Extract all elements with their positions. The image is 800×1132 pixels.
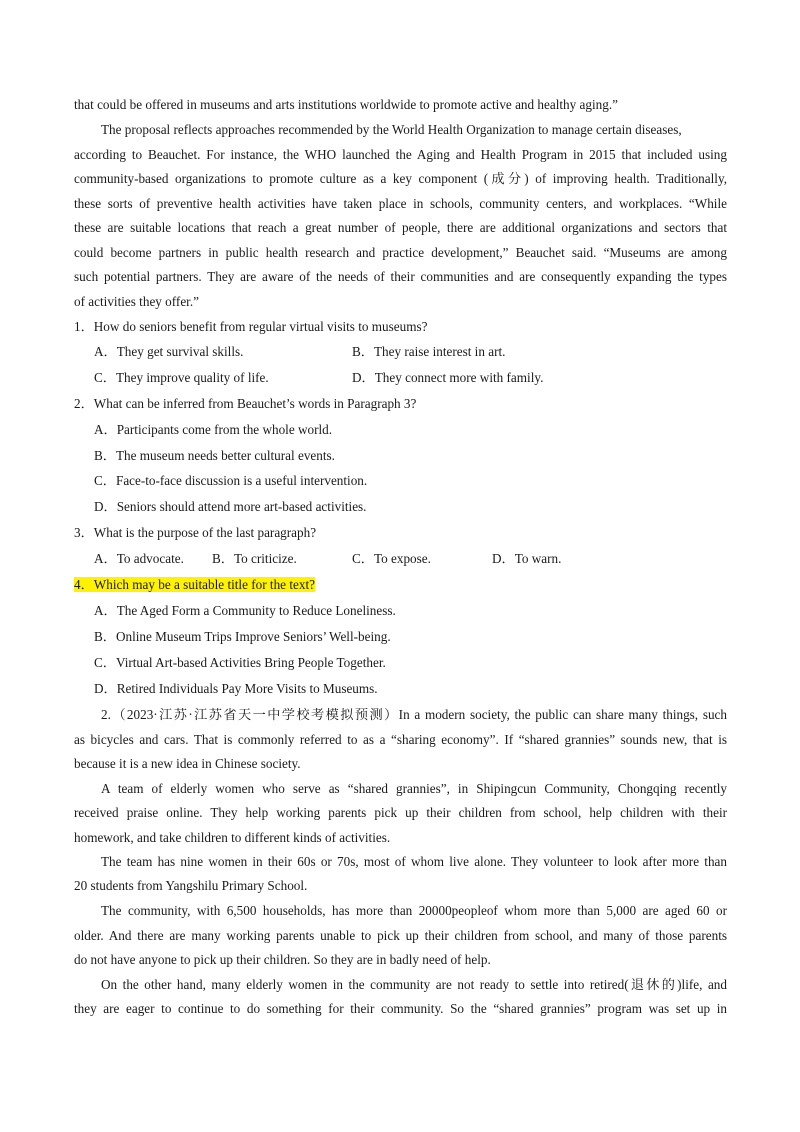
text-line: On the other hand, many elderly women in the community are not ready to settle into retired(退休的)life, and <box>101 977 727 992</box>
text-line: received praise online. They help working parents pick up their children from school, help children with their <box>74 805 727 820</box>
highlight-mark: 4．Which may be a suitable title for the text? <box>74 577 315 592</box>
option-d: D．Seniors should attend more art-based activities. <box>94 499 367 514</box>
text-line: as bicycles and cars. That is commonly referred to as a “sharing economy”. If “shared grannies” sounds new, that is <box>74 732 727 747</box>
text-line: of activities they offer.” <box>74 294 199 309</box>
text-line: The proposal reflects approaches recommended by the World Health Organization to manage certain diseases, <box>101 122 682 137</box>
text-line: could become partners in public health research and practice development,” Beauchet said. “Museums are among <box>74 245 727 260</box>
text-line: 20 students from Yangshilu Primary School. <box>74 878 308 893</box>
text-line: such potential partners. They are aware of the needs of their communities and are consequently expanding the types <box>74 269 727 284</box>
text-line: community-based organizations to promote culture as a key component (成分) of improving health. Traditionally, <box>74 171 727 186</box>
question-stem: 1．How do seniors benefit from regular virtual visits to museums? <box>74 319 428 334</box>
question-stem-highlighted <box>74 576 315 594</box>
option-a: A．Participants come from the whole world. <box>94 422 333 437</box>
option-d: D．Retired Individuals Pay More Visits to Museums. <box>94 681 378 696</box>
text-line: because it is a new idea in Chinese society. <box>74 756 301 771</box>
text-line: these sorts of preventive health activities have taken place in schools, community centers, and workplaces. “While <box>74 196 727 211</box>
option-a: A．The Aged Form a Community to Reduce Loneliness. <box>94 603 396 618</box>
option-c: C．Virtual Art-based Activities Bring People Together. <box>94 655 386 670</box>
option-b: B．They raise interest in art. <box>352 344 506 359</box>
text-line: do not have anyone to pick up their children. So they are in badly need of help. <box>74 952 491 967</box>
text-line: A team of elderly women who serve as “shared grannies”, in Shipingcun Community, Chongqing recently <box>101 781 727 796</box>
option-d: D．To warn. <box>492 551 562 566</box>
option-c: C．To expose. <box>352 551 431 566</box>
paragraph-carryover: that could be offered in museums and arts institutions worldwide to promote active and healthy aging.” <box>74 97 618 112</box>
text-line: The community, with 6,500 households, has more than 20000peopleof whom more than 5,000 are aged 60 or <box>101 903 727 918</box>
option-a: A．They get survival skills. <box>94 344 244 359</box>
option-b: B．To criticize. <box>212 551 297 566</box>
option-b: B．The museum needs better cultural events. <box>94 448 335 463</box>
text-line: The team has nine women in their 60s or 70s, most of whom live alone. They volunteer to look after more than <box>101 854 727 869</box>
option-c: C．Face-to-face discussion is a useful intervention. <box>94 473 368 488</box>
text-line: 2.（2023·江苏·江苏省天一中学校考模拟预测）In a modern society, the public can share many things, such <box>101 707 727 722</box>
option-d: D．They connect more with family. <box>352 370 544 385</box>
option-c: C．They improve quality of life. <box>94 370 269 385</box>
text-line: older. And there are many working parents unable to pick up their children from school, and many of those parents <box>74 928 727 943</box>
text-line: according to Beauchet. For instance, the WHO launched the Aging and Health Program in 2015 that included using <box>74 147 727 162</box>
option-a: A．To advocate. <box>94 551 184 566</box>
option-b: B．Online Museum Trips Improve Seniors’ Well-being. <box>94 629 391 644</box>
question-stem: 2．What can be inferred from Beauchet’s words in Paragraph 3? <box>74 396 417 411</box>
text-line: they are eager to continue to do something for their community. So the “shared grannies” program was set up in <box>74 1001 727 1016</box>
text-line: homework, and take children to different kinds of activities. <box>74 830 391 845</box>
question-stem: 3．What is the purpose of the last paragraph? <box>74 525 317 540</box>
text-line: these are suitable locations that reach a great number of people, there are additional organizations and sectors that <box>74 220 727 235</box>
